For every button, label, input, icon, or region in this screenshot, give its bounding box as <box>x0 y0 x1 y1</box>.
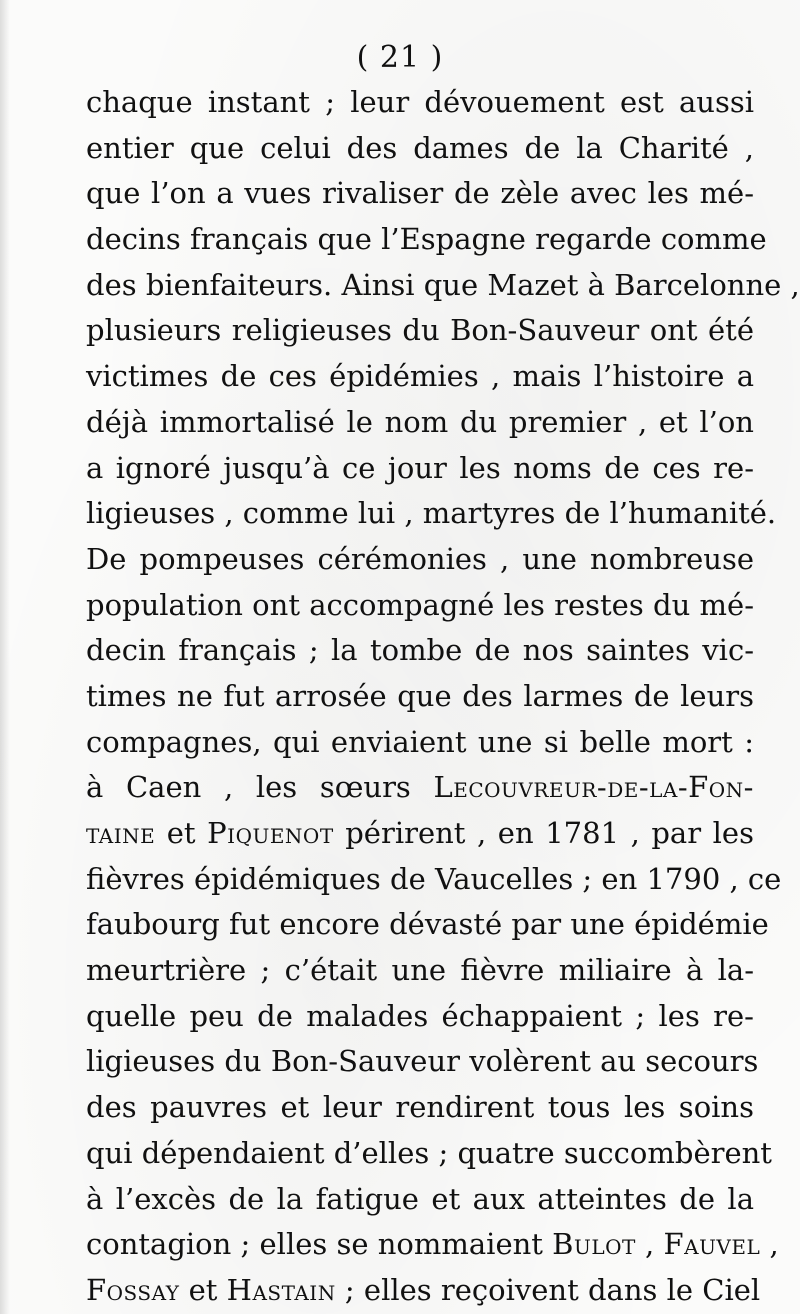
text-run: , <box>760 1227 779 1262</box>
text-run: à l’excès de la fatigue et aux atteintes de la <box>86 1181 754 1216</box>
text-line <box>86 537 754 583</box>
text-line <box>86 811 754 857</box>
text-run: des bienfaiteurs. Ainsi que Mazet à Barcelonne , <box>86 267 800 302</box>
body-text <box>86 80 800 1314</box>
page-gutter-shadow <box>0 0 10 1314</box>
page-number: ( 21 ) <box>356 40 444 75</box>
text-run: qui dépendaient d’elles ; quatre succombèrent <box>86 1135 772 1170</box>
text-run: meurtrière ; c’était une fièvre miliaire à la- <box>86 953 754 988</box>
text-run: ; elles reçoivent dans le Ciel <box>335 1272 761 1307</box>
small-caps-name: taine <box>86 816 156 850</box>
text-line <box>86 765 754 811</box>
text-line <box>86 126 754 172</box>
text-run: ligieuses , comme lui , martyres de l’humanité. <box>86 496 777 531</box>
small-caps-name: Bulot <box>552 1227 636 1262</box>
text-run: fièvres épidémiques de Vaucelles ; en 1790 , ce <box>86 861 782 896</box>
text-run: déjà immortalisé le nom du premier , et l’on <box>86 404 754 439</box>
text-run: entier que celui des dames de la Charité , <box>86 130 754 165</box>
text-line <box>86 354 754 400</box>
text-line <box>86 446 754 492</box>
text-run: , <box>635 1227 664 1262</box>
text-run: decins français que l’Espagne regarde comme <box>86 222 767 257</box>
text-line <box>86 1268 761 1314</box>
text-line <box>86 857 782 903</box>
text-line <box>86 583 754 629</box>
small-caps-name: Fossay <box>86 1272 180 1307</box>
text-run: à Caen , les sœurs <box>86 770 434 805</box>
text-line <box>86 1039 759 1085</box>
text-line <box>86 171 754 217</box>
text-line <box>86 994 754 1040</box>
text-line <box>86 80 754 126</box>
text-line <box>86 1131 772 1177</box>
text-line <box>86 308 754 354</box>
text-line <box>86 1222 779 1268</box>
text-line <box>86 948 754 994</box>
small-caps-name: Fauvel <box>663 1227 761 1262</box>
text-run: que l’on a vues rivaliser de zèle avec les mé- <box>86 176 754 211</box>
small-caps-name: Piquenot <box>207 816 334 850</box>
text-run: des pauvres et leur rendirent tous les soins <box>86 1090 754 1125</box>
text-line <box>86 400 754 446</box>
text-run: population ont accompagné les restes du mé- <box>86 587 754 622</box>
text-run: quelle peu de malades échappaient ; les re- <box>86 998 754 1033</box>
text-line <box>86 263 800 309</box>
small-caps-name: Hastain <box>226 1272 336 1307</box>
text-run: et <box>179 1272 227 1307</box>
text-line <box>86 1177 754 1223</box>
text-run: decin français ; la tombe de nos saintes vic- <box>86 633 754 668</box>
text-run: périrent , en 1781 , par les <box>333 816 754 850</box>
text-line <box>86 674 754 720</box>
text-line <box>86 902 769 948</box>
text-line <box>86 720 754 766</box>
text-line <box>86 1085 754 1131</box>
text-run: plusieurs religieuses du Bon-Sauveur ont été <box>86 313 754 348</box>
text-line <box>86 217 767 263</box>
text-run: victimes de ces épidémies , mais l’histoire a <box>86 359 754 394</box>
text-run: times ne fut arrosée que des larmes de leurs <box>86 678 754 713</box>
small-caps-name: Lecouvreur-de-la-Fon- <box>433 770 754 805</box>
text-run: compagnes, qui enviaient une si belle mort : <box>86 724 754 759</box>
text-run: ligieuses du Bon-Sauveur volèrent au secours <box>86 1044 759 1079</box>
text-run: faubourg fut encore dévasté par une épidémie <box>86 907 769 942</box>
text-line <box>86 628 754 674</box>
text-run: a ignoré jusqu’à ce jour les noms de ces re- <box>86 450 754 485</box>
text-line <box>86 491 777 537</box>
text-run: contagion ; elles se nommaient <box>86 1227 553 1262</box>
text-run: De pompeuses cérémonies , une nombreuse <box>86 541 754 576</box>
text-run: chaque instant ; leur dévouement est aussi <box>86 85 754 119</box>
text-run: et <box>155 816 208 850</box>
